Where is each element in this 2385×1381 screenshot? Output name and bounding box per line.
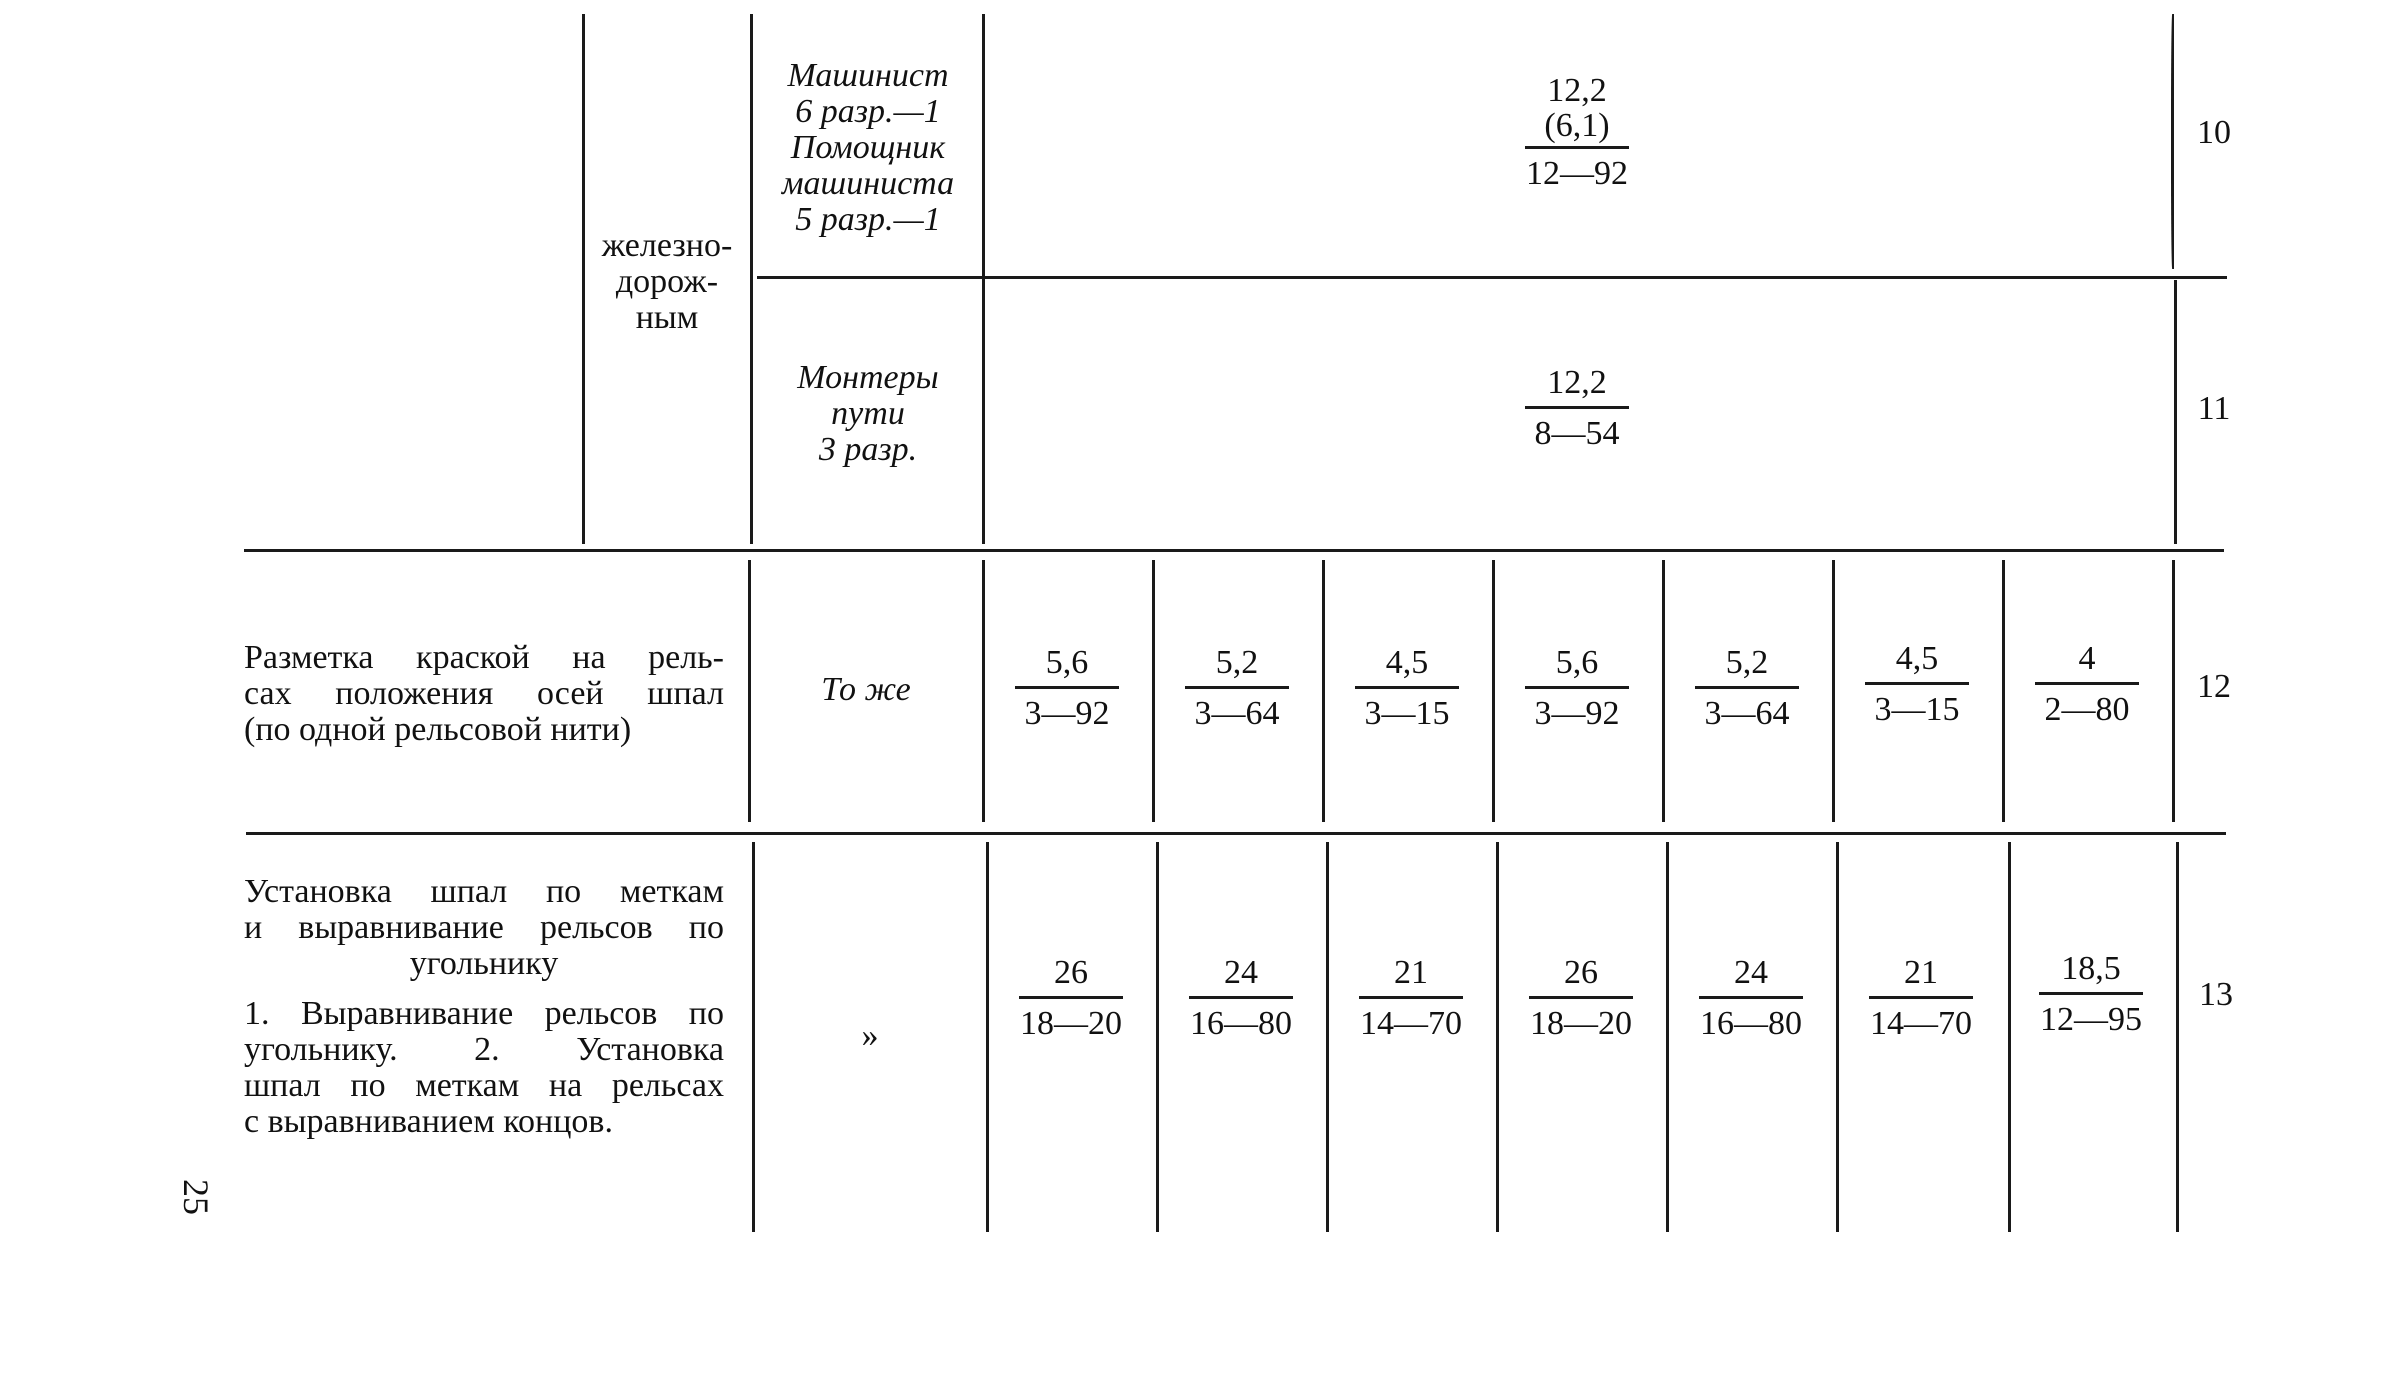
table-vline-r12-c7 [2002, 560, 2005, 822]
r10-worker-line: 6 разр.—1 [795, 93, 941, 130]
r12-description-line: (по одной рельсовой нити) [244, 711, 632, 748]
table-vline-r13-c6 [1836, 842, 1839, 1232]
r12-cell-value: 4,5 [1895, 640, 1939, 677]
r12-cell-value: 5,2 [1725, 644, 1769, 681]
r12-cell-cost: 3—15 [1364, 695, 1450, 732]
table-vline-right-mid [2174, 280, 2177, 544]
r13-cell-value: 21 [1904, 954, 1938, 991]
table-vline-r12-c4 [1492, 560, 1495, 822]
transport-label [588, 228, 746, 336]
table-vline-r13-c4 [1496, 842, 1499, 1232]
r11-worker-line: 3 разр. [818, 431, 918, 468]
r13-workers: » [861, 1017, 879, 1054]
r12-cell [1162, 644, 1312, 733]
r10-worker-line: Помощник [790, 129, 946, 166]
r12-cell-cost: 3—15 [1874, 691, 1960, 728]
r13-cell-value: 24 [1224, 954, 1258, 991]
r13-cell [1506, 954, 1656, 1043]
r13-cell-cost: 12—95 [2040, 1001, 2142, 1038]
table-hline-r12-r13 [246, 832, 2226, 835]
table-vline-r13-c2 [1156, 842, 1159, 1232]
r12-cell-value: 5,6 [1555, 644, 1599, 681]
transport-label-line: железно- [601, 227, 733, 264]
r12-number: 12 [2197, 668, 2231, 705]
r13-cell [996, 954, 1146, 1043]
r11-value: 12,2 [1547, 364, 1607, 401]
page-number: 25 [176, 1179, 216, 1215]
fraction-bar [1699, 996, 1803, 999]
r13-description-line: и выравнивание рельсов по [244, 909, 724, 946]
r13-cell-cost: 14—70 [1870, 1005, 1972, 1042]
r13-subdescription-line: 1. Выравнивание рельсов по [244, 995, 724, 1032]
r13-cell-cost: 16—80 [1700, 1005, 1802, 1042]
fraction-bar [1529, 996, 1633, 999]
r12-cell-value: 5,6 [1045, 644, 1089, 681]
table-vline-r12-c1 [982, 560, 985, 822]
fraction-bar [1359, 996, 1463, 999]
r12-cell [1672, 644, 1822, 733]
fraction-bar [2039, 992, 2143, 995]
r13-cell-cost: 18—20 [1020, 1005, 1122, 1042]
r13-cell [1336, 954, 1486, 1043]
r13-cell-cost: 16—80 [1190, 1005, 1292, 1042]
fraction-bar [1695, 686, 1799, 689]
r13-subdescription-line: шпал по меткам на рельсах [244, 1067, 724, 1104]
r10-number: 10 [2197, 114, 2231, 151]
fraction-bar [1019, 996, 1123, 999]
r12-cell-value: 4,5 [1385, 644, 1429, 681]
r10-value-sub: (6,1) [1544, 107, 1610, 144]
table-vline-r13-c3 [1326, 842, 1329, 1232]
fraction-bar [1185, 686, 1289, 689]
fraction-bar [1355, 686, 1459, 689]
r10-worker-line: 5 разр.—1 [795, 201, 941, 238]
r12-cell-value: 4 [2078, 640, 2096, 677]
table-vline-data-left [982, 14, 985, 544]
table-vline-workers-left [750, 14, 753, 544]
r13-description-line: угольнику [409, 945, 559, 982]
fraction-bar [1525, 686, 1629, 689]
r13-cell-value: 26 [1054, 954, 1088, 991]
fraction-bar [1869, 996, 1973, 999]
r11-worker-line: пути [831, 395, 905, 432]
r12-cell [1842, 640, 1992, 729]
r12-cell-cost: 2—80 [2044, 691, 2130, 728]
r13-cell-cost: 14—70 [1360, 1005, 1462, 1042]
table-vline-r12-c8 [2172, 560, 2175, 822]
fraction-bar [1189, 996, 1293, 999]
r13-cell-value: 24 [1734, 954, 1768, 991]
table-vline-r13-c5 [1666, 842, 1669, 1232]
r13-cell [1676, 954, 1826, 1043]
r12-cell-cost: 3—92 [1534, 695, 1620, 732]
r13-cell-cost: 18—20 [1530, 1005, 1632, 1042]
r13-cell-value: 21 [1394, 954, 1428, 991]
r11-workers [757, 360, 979, 468]
r13-cell-value: 26 [1564, 954, 1598, 991]
table-vline-r12-c5 [1662, 560, 1665, 822]
r13-subdescription-line: с выравниванием концов. [244, 1103, 613, 1140]
r13-cell [1846, 954, 1996, 1043]
r11-worker-line: Монтеры [797, 359, 939, 396]
r12-cell [2012, 640, 2162, 729]
fraction-bar [1015, 686, 1119, 689]
r12-description-line: сах положения осей шпал [244, 675, 724, 712]
fraction-bar [1525, 406, 1629, 409]
r10-cost: 12—92 [1526, 155, 1628, 192]
transport-label-line: ным [635, 299, 699, 336]
r12-cell [1332, 644, 1482, 733]
table-hline-r11-r12 [244, 549, 2224, 552]
r12-description-line: Разметка краской на рель- [244, 639, 724, 676]
table-vline-r13-workers-left [752, 842, 755, 1232]
fraction-bar [2035, 682, 2139, 685]
r13-number: 13 [2199, 976, 2233, 1013]
r10-workers [757, 58, 979, 238]
fraction-bar [1525, 146, 1629, 149]
r11-number: 11 [2197, 390, 2231, 427]
r10-worker-line: Машинист [787, 57, 949, 94]
table-vline-r13-c7 [2008, 842, 2011, 1232]
r13-cell [2016, 950, 2166, 1039]
r13-subdescription-line: угольнику. 2. Установка [244, 1031, 724, 1068]
table-vline-r12-workers-left [748, 560, 751, 822]
table-vline-right-top [2171, 14, 2174, 269]
r11-value-cell [1502, 364, 1652, 453]
table-vline-transport-left [582, 14, 585, 544]
r12-cell [992, 644, 1142, 733]
r12-cell-cost: 3—64 [1194, 695, 1280, 732]
r10-value-cell [1502, 72, 1652, 193]
r13-cell [1166, 954, 1316, 1043]
r12-cell-value: 5,2 [1215, 644, 1259, 681]
r12-cell-cost: 3—92 [1024, 695, 1110, 732]
r13-cell-value: 18,5 [2061, 950, 2121, 987]
r12-cell [1502, 644, 1652, 733]
table-vline-r12-c2 [1152, 560, 1155, 822]
table-vline-r12-c3 [1322, 560, 1325, 822]
r12-cell-cost: 3—64 [1704, 695, 1790, 732]
r13-description-line: Установка шпал по меткам [244, 873, 724, 910]
table-vline-r13-c8 [2176, 842, 2179, 1232]
r10-value: 12,2 [1547, 72, 1607, 109]
table-vline-r13-c1 [986, 842, 989, 1232]
fraction-bar [1865, 682, 1969, 685]
transport-label-line: дорож- [615, 263, 719, 300]
table-hline-r10-r11 [757, 276, 2227, 279]
r11-cost: 8—54 [1534, 415, 1620, 452]
table-vline-r12-c6 [1832, 560, 1835, 822]
r12-workers: То же [821, 671, 911, 708]
r10-worker-line: машиниста [781, 165, 955, 202]
